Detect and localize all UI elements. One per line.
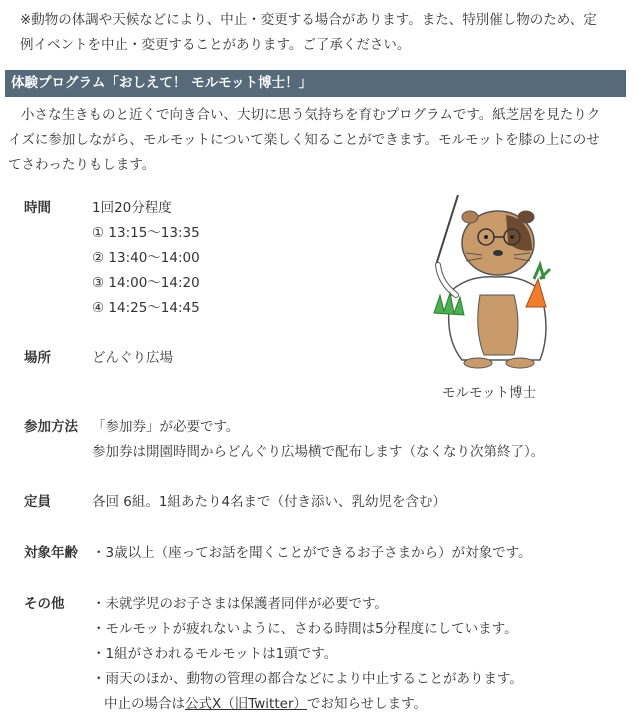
method-label: 参加方法 xyxy=(24,419,78,435)
other-line: ・1組がさわれるモルモットは1頭です。 xyxy=(92,646,338,662)
method-line: 参加券は開園時間からどんぐり広場横で配布します（なくなり次第終了）。 xyxy=(92,444,545,460)
intro-line-2: イズに参加しながら、モルモットについて楽しく知ることができます。モルモットを膝の上にのせ xyxy=(8,132,600,148)
other-line: ・雨天のほか、動物の管理の都合などにより中止することがあります。 xyxy=(92,671,523,687)
guinea-pig-professor-illustration xyxy=(422,195,570,375)
intro-line-1: 小さな生きものと近くで向き合い、大切に思う気持ちを育むプログラムです。紙芝居を見たりク xyxy=(21,107,601,123)
age-value: ・3歳以上（座ってお話を聞くことができるお子さまから）が対象です。 xyxy=(92,545,532,561)
time-line: ④ 14:25〜14:45 xyxy=(92,300,200,316)
official-x-link[interactable]: 公式X（旧Twitter） xyxy=(185,696,307,712)
place-value: どんぐり広場 xyxy=(92,350,173,366)
notice-line-2: 例イベントを中止・変更することがあります。ご了承ください。 xyxy=(20,37,411,53)
other-line: ・未就学児のお子さまは保護者同伴が必要です。 xyxy=(92,596,388,612)
place-label: 場所 xyxy=(24,350,51,366)
notice xyxy=(10,8,628,58)
time-line: ① 13:15〜13:35 xyxy=(92,225,200,241)
time-line: 1回20分程度 xyxy=(92,200,172,216)
illustration-caption: モルモット博士 xyxy=(442,385,537,401)
notice-line-1: ※動物の体調や天候などにより、中止・変更する場合があります。また、特別催し物のため、定 xyxy=(20,12,597,28)
time-line: ② 13:40〜14:00 xyxy=(92,250,200,266)
age-label: 対象年齢 xyxy=(24,545,78,561)
method-line: 「参加券」が必要です。 xyxy=(92,419,240,435)
other-last-line xyxy=(92,692,523,717)
time-line: ③ 14:00〜14:20 xyxy=(92,275,200,291)
other-label: その他 xyxy=(24,596,65,612)
other-last-prefix: 中止の場合は xyxy=(104,696,185,712)
intro-line-3: てさわったりもします。 xyxy=(8,157,156,173)
intro-paragraph xyxy=(8,103,628,178)
other-line: ・モルモットが疲れないように、さわる時間は5分程度にしています。 xyxy=(92,621,518,637)
other-last-suffix: でお知らせします。 xyxy=(307,696,428,712)
time-label: 時間 xyxy=(24,200,51,216)
capacity-label: 定員 xyxy=(24,494,51,510)
section-heading: 体験プログラム「おしえて！ モルモット博士！」 xyxy=(5,70,626,97)
capacity-value: 各回 6組。1組あたり4名まで（付き添い、乳幼児を含む） xyxy=(92,494,447,510)
time-values xyxy=(92,196,200,321)
